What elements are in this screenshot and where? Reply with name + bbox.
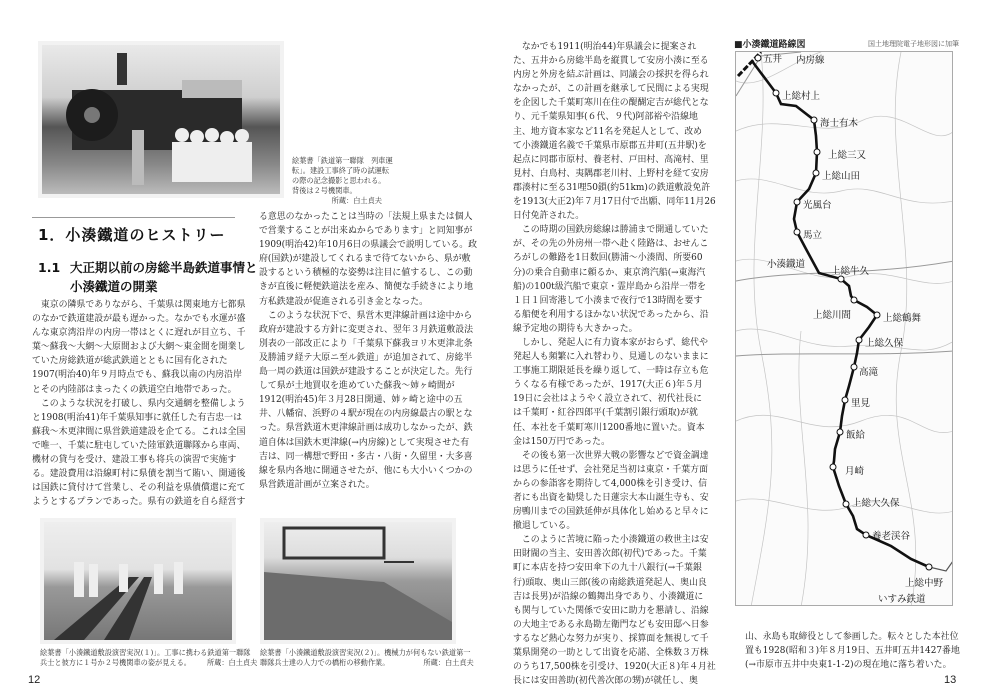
station-marker	[794, 199, 800, 205]
station-marker	[851, 297, 857, 303]
station-label: 上総川間	[813, 310, 852, 321]
text-line: る船便を利用するほかない状況であったから、沿	[513, 309, 709, 320]
text-line: のうち17,500株を引受け、1920(大正８)年４月社	[513, 662, 716, 673]
station-marker	[863, 532, 869, 538]
text-line: 葉県開発の一助として出資を応諾、全株数３万株	[513, 648, 709, 659]
text-line: このように苦境に陥った小湊鐵道の救世主は安	[513, 535, 709, 546]
text-line: 船)の100t級汽船で東京・霊岸島から沿岸一帯を	[513, 281, 707, 292]
locomotive-illustration	[42, 45, 280, 194]
station-label: 上総久保	[865, 338, 904, 349]
text-line: なかったが、この計画を継承して民間による実現	[513, 84, 709, 95]
text-line: その後も第一次世界大戦の影響などで資金調達	[513, 450, 709, 461]
station-label: 上総中野	[905, 578, 944, 589]
text-line: 発起人も頻繁に入れ替わり、見通しのないままに	[513, 352, 709, 363]
text-line: 1909(明治42)年10月6日の県議会で説明している。政	[259, 240, 478, 251]
route-map-svg	[736, 52, 953, 606]
photo-credit: 所蔵：白土貞夫	[423, 658, 474, 667]
station-marker	[811, 117, 817, 123]
text-line: 道自体は国鉄木更津線(→内房線)として実現させた有	[259, 437, 470, 448]
text-line: 機材の貸与を受け、建設工事も将兵の演習で実施す	[32, 455, 237, 466]
text-line: 内房と外房を結ぶ計画は、同議会の採択を得られ	[513, 70, 709, 81]
text-line: 撤退している。	[513, 521, 576, 532]
text-line: 置も1928(昭和３)年８月19日、五井町五井1427番地	[745, 646, 960, 657]
station-marker	[773, 90, 779, 96]
text-line: 行)頭取、奥山三郎(後の南総鉄道発起人、奥山良	[513, 577, 707, 588]
text-line: 吉は、同一構想で野田・多古・八街・久留里・大多喜	[259, 451, 473, 462]
text-line: のなかで鉄道建設が最も遅かった。なかでも水運が盛	[32, 314, 246, 325]
text-line: 長には安田善助(初代善次郎の甥)が就任し、奥	[513, 676, 698, 687]
station-label: 上総山田	[822, 171, 861, 182]
caption-line: の際の記念撮影と思われる。	[292, 176, 386, 185]
text-line: 者にも出資を勧奨した日蓮宗大本山誕生寺も、安	[513, 493, 709, 503]
text-line: なかでも1911(明治44)年県議会に提案され	[513, 42, 697, 52]
station-label: 高滝	[859, 367, 879, 378]
map-source: 国土地理院電子地形図に加筆	[868, 40, 959, 48]
text-line: 別表の一部改正により「千葉県下蘇我ヨリ木更津北条	[259, 338, 473, 349]
text-line: を1913(大正2)年７月17日付で出願、同年11月26	[513, 197, 716, 208]
station-marker	[813, 170, 819, 176]
text-line: (→市原市五井中央東1-1-2)の現在地に落ち着いた。	[745, 660, 952, 671]
text-line: 任、本社を千葉町寒川1200番地に置いた。資本	[513, 422, 705, 433]
map-title: ■小湊鐵道路線図	[734, 40, 806, 50]
text-line: 19日に会社はようやく設立されて、初代社長に	[513, 394, 703, 405]
body-column-1	[32, 298, 246, 509]
text-line: 及勝浦ヲ経テ大原ニ至ル鉄道」が追加されて、房総半	[259, 352, 473, 363]
text-line: 見村、白鳥村、夷隅郡老川村、上野村を経て安房	[513, 168, 709, 179]
text-line: 方私鉄建設が促進される引き金となった。	[259, 296, 429, 307]
isumi-line-label: いすみ鉄道	[878, 594, 926, 605]
caption-text: 聯隊兵士達の人力での橋桁の移動作業。	[260, 658, 390, 667]
text-line: 政府が建設する方針に変更され、翌年３月鉄道敷設法	[259, 324, 474, 335]
text-line: とその内陸部はまったくの鉄道空白地帯であった。	[32, 384, 237, 395]
station-marker	[794, 229, 800, 235]
station-marker	[926, 564, 932, 570]
caption-line: 絵葉書「小湊鐵道敷設演習実況(２)」。機械力が何もない鉄道第一	[260, 648, 471, 657]
text-line: 町に本店を持つ安田傘下の九十八銀行(→千葉銀	[513, 563, 702, 574]
station-label: 養老渓谷	[872, 531, 911, 542]
map-terrain	[736, 52, 953, 606]
station-label: 上総鶴舞	[883, 313, 922, 324]
text-line: するなど熱心な努力が実り、採算面を無視して千	[513, 633, 709, 644]
text-line: 県営鉄道計画が立案された。	[259, 479, 375, 490]
text-line: 金は150万円であった。	[513, 436, 610, 447]
section-title: 1．小湊鐵道のヒストリー	[38, 226, 226, 244]
station-label: 上総牛久	[831, 266, 870, 277]
station-marker	[837, 429, 843, 435]
text-line: 主、地方資本家など11名を発起人として、改め	[513, 126, 703, 137]
uchibo-line-label: 内房線	[796, 55, 825, 66]
text-line: と1908(明治41)年千葉県知事に就任した有吉忠一は	[32, 412, 242, 423]
caption-text: 兵士と彼方に１号か２号機関車の姿が見える。	[40, 658, 191, 667]
bridge-girder-photo	[260, 518, 456, 644]
section-rule	[32, 217, 235, 218]
text-line: 線を県内各地に開通させたが、他にも大小いくつかの	[259, 465, 473, 476]
caption-line	[260, 658, 474, 668]
text-line: は思うに任せず、会社発足当初は東京・千葉方面	[513, 464, 708, 475]
text-line: 分)の乗合自動車に頼るか、東京湾汽船(→東海汽	[513, 267, 706, 278]
subsection-title-line: 小湊鐵道の開業	[70, 279, 158, 294]
station-marker	[851, 364, 857, 370]
station-label: 海士有木	[820, 118, 859, 129]
text-line: 東京の隣県でありながら、千葉県は関東地方七都県	[32, 300, 246, 310]
text-line: しかし、発起人に有力資本家がおらず、総代や	[513, 337, 708, 348]
caption-line: 絵葉書「鉄道第一聯隊 列車運	[292, 156, 393, 165]
station-label: 飯給	[846, 430, 866, 441]
bottom-photo-2-caption	[260, 648, 474, 668]
track-laying-photo	[40, 518, 236, 644]
top-photo-caption	[292, 156, 392, 206]
station-label: 上総村上	[782, 91, 821, 102]
station-label: 里見	[851, 398, 871, 409]
subsection-number: 1.1	[38, 260, 61, 275]
caption-line: 絵葉書「小湊鐵道敷設演習実況(１)」。工事に携わる鉄道第一聯隊	[40, 648, 251, 657]
text-line: て小湊鐵道名義で千葉県市原郡五井町(五井駅)を	[513, 140, 707, 151]
text-line: を企図した千葉町寒川在住の醍醐定吉が総代とな	[513, 98, 709, 109]
station-label: 上総大久保	[852, 498, 900, 509]
text-line: 島一周の鉄道は国鉄が建設することが決定した。先行	[259, 367, 473, 378]
text-line: きが直後に軽便鉄道法を産み、簡便な手続きにより地	[259, 282, 474, 293]
body-column-3	[513, 40, 723, 688]
photo-credit: 所蔵：白土貞夫	[331, 196, 382, 205]
text-line: り、元千葉県知事(６代、９代)阿部裕や沿線地	[513, 112, 698, 123]
station-marker	[814, 149, 820, 155]
track-illustration	[44, 522, 232, 640]
locomotive-photo	[38, 41, 284, 198]
text-line: も関与していた関係で安田に助力を懇請し、沿線	[513, 605, 709, 616]
bottom-photo-1-caption	[40, 648, 258, 668]
text-line: 房鴨川までの国鉄延伸が具体化し始めると早々に	[513, 507, 709, 518]
text-line: る意思のなかったことは当時の「法規上県または個人	[259, 212, 473, 222]
text-line: からの参詣客を期待して4,000株を引き受け、信	[513, 478, 708, 489]
text-line: 井、八幡宿、浜野の４駅が現在の内房線最古の駅とな	[259, 409, 473, 420]
text-line: んな東京湾沿岸の内房一帯はとくに遅れが目立ち、千	[32, 328, 246, 339]
page-number-left: 12	[28, 674, 41, 686]
text-line: うくなる有様であったが、1917(大正６)年５月	[513, 380, 703, 391]
text-line: が、その先の外房州一帯へ赴く陸路は、おせんこ	[513, 239, 709, 250]
text-line: た、五井から房総半島を縦貫して安房小湊に至る	[513, 56, 709, 67]
text-line: 日付免許された。	[513, 211, 585, 222]
station-label: 上総三又	[828, 150, 867, 161]
text-line: 起点に同郡市原村、養老村、戸田村、高滝村、里	[513, 154, 709, 165]
text-line: して県が土地買収を進めていた蘇我～姉ヶ崎間が	[259, 381, 455, 392]
girder-illustration	[264, 522, 452, 640]
text-line: 工事施工期限延長を繰り返して、一時は存立も危	[513, 366, 709, 377]
text-line: このような状況を打破し、県内交通網を整備しよう	[32, 398, 246, 409]
text-line: は千葉町・紅谷四郎平(千葉割引銀行頭取)が就	[513, 408, 698, 419]
route-map	[735, 51, 953, 606]
station-marker	[755, 55, 761, 61]
station-marker	[874, 312, 880, 318]
text-line: ていた房総鉄道が総武鉄道とともに国有化された	[32, 356, 228, 367]
station-label: 五井	[763, 54, 783, 65]
text-line: ようとするプランであった。県有の鉄道を自ら経営す	[32, 497, 246, 508]
caption-line: 背後は２号機関車。	[292, 186, 357, 195]
page-number-right: 13	[944, 674, 957, 686]
station-marker	[856, 337, 862, 343]
station-label: 光風台	[803, 200, 832, 211]
text-line: 田財閥の当主、安田善次郎(初代)であった。千葉	[513, 549, 707, 560]
text-line: った。県営鉄道木更津線計画は成功しなかったが、鉄	[259, 423, 473, 434]
text-line: で営業することが出来ぬからであります」と同知事が	[259, 226, 473, 237]
text-line: の大地主である永島勘左衛門なども安田邸へ日参	[513, 619, 709, 630]
station-marker	[843, 501, 849, 507]
text-line: この時期の国鉄房総線は勝浦まで開通していた	[513, 225, 709, 236]
text-line: 蘇我～木更津間に県営鉄道建設を企てる。これは全国	[32, 426, 246, 437]
body-column-4	[745, 630, 970, 672]
text-line: 府(国鉄)が建設してくれるまで待てないから、県が敷	[259, 254, 471, 265]
text-line: は国鉄に貸付けて営業し、その利益を県債償還に充て	[32, 483, 246, 494]
text-line: １日１回寄港して小湊まで夜行で13時間を要す	[513, 295, 703, 306]
caption-line	[40, 658, 258, 668]
text-line: で唯一、千葉に駐屯していた陸軍鉄道聯隊から車両、	[32, 440, 246, 451]
text-line: 山、永島も取締役として参画した。転々とした本社位	[745, 632, 959, 642]
station-label: 馬立	[803, 230, 823, 241]
station-marker	[842, 397, 848, 403]
subsection-heading	[38, 258, 258, 296]
text-line: 線予定地の期待も大きかった。	[513, 323, 638, 334]
isumi-line	[929, 561, 953, 571]
caption-line: 転」。建設工事終了時の試運転	[292, 166, 390, 175]
text-line: ろがしの難路を1日数回(勝浦～小湊間、所要60	[513, 253, 703, 264]
text-line: 吉は長男)が沿線の鶴舞出身であり、小湊鐵道に	[513, 591, 704, 602]
photo-credit: 所蔵：白土貞夫	[206, 658, 258, 667]
text-line: 設するという積極的な姿勢は注目に値するし、この動	[259, 268, 473, 279]
kominato-line-label: 小湊鐵道	[767, 259, 806, 270]
text-line: 1907(明治40)年９月時点でも、蘇我以南の内房沿岸	[32, 370, 242, 381]
station-label: 月崎	[845, 466, 865, 477]
body-column-2	[259, 210, 478, 492]
text-line: る。建設費用は沿線町村に県債を割当て賄い、開通後	[32, 469, 246, 480]
text-line: このような状況下で、県営木更津線計画は途中から	[259, 310, 473, 321]
text-line: 郡湊村に至る31哩50鎖(約51km)の鉄道敷設免許	[513, 182, 711, 193]
station-marker	[830, 464, 836, 470]
subsection-title-line: 大正期以前の房総半島鉄道事情と	[70, 260, 258, 275]
text-line: 1912(明治45)年３月28日開通、姉ヶ崎と途中の五	[259, 395, 463, 406]
text-line: 葉～蘇我～大網～大原間および大網～東金間を開業し	[32, 342, 246, 353]
